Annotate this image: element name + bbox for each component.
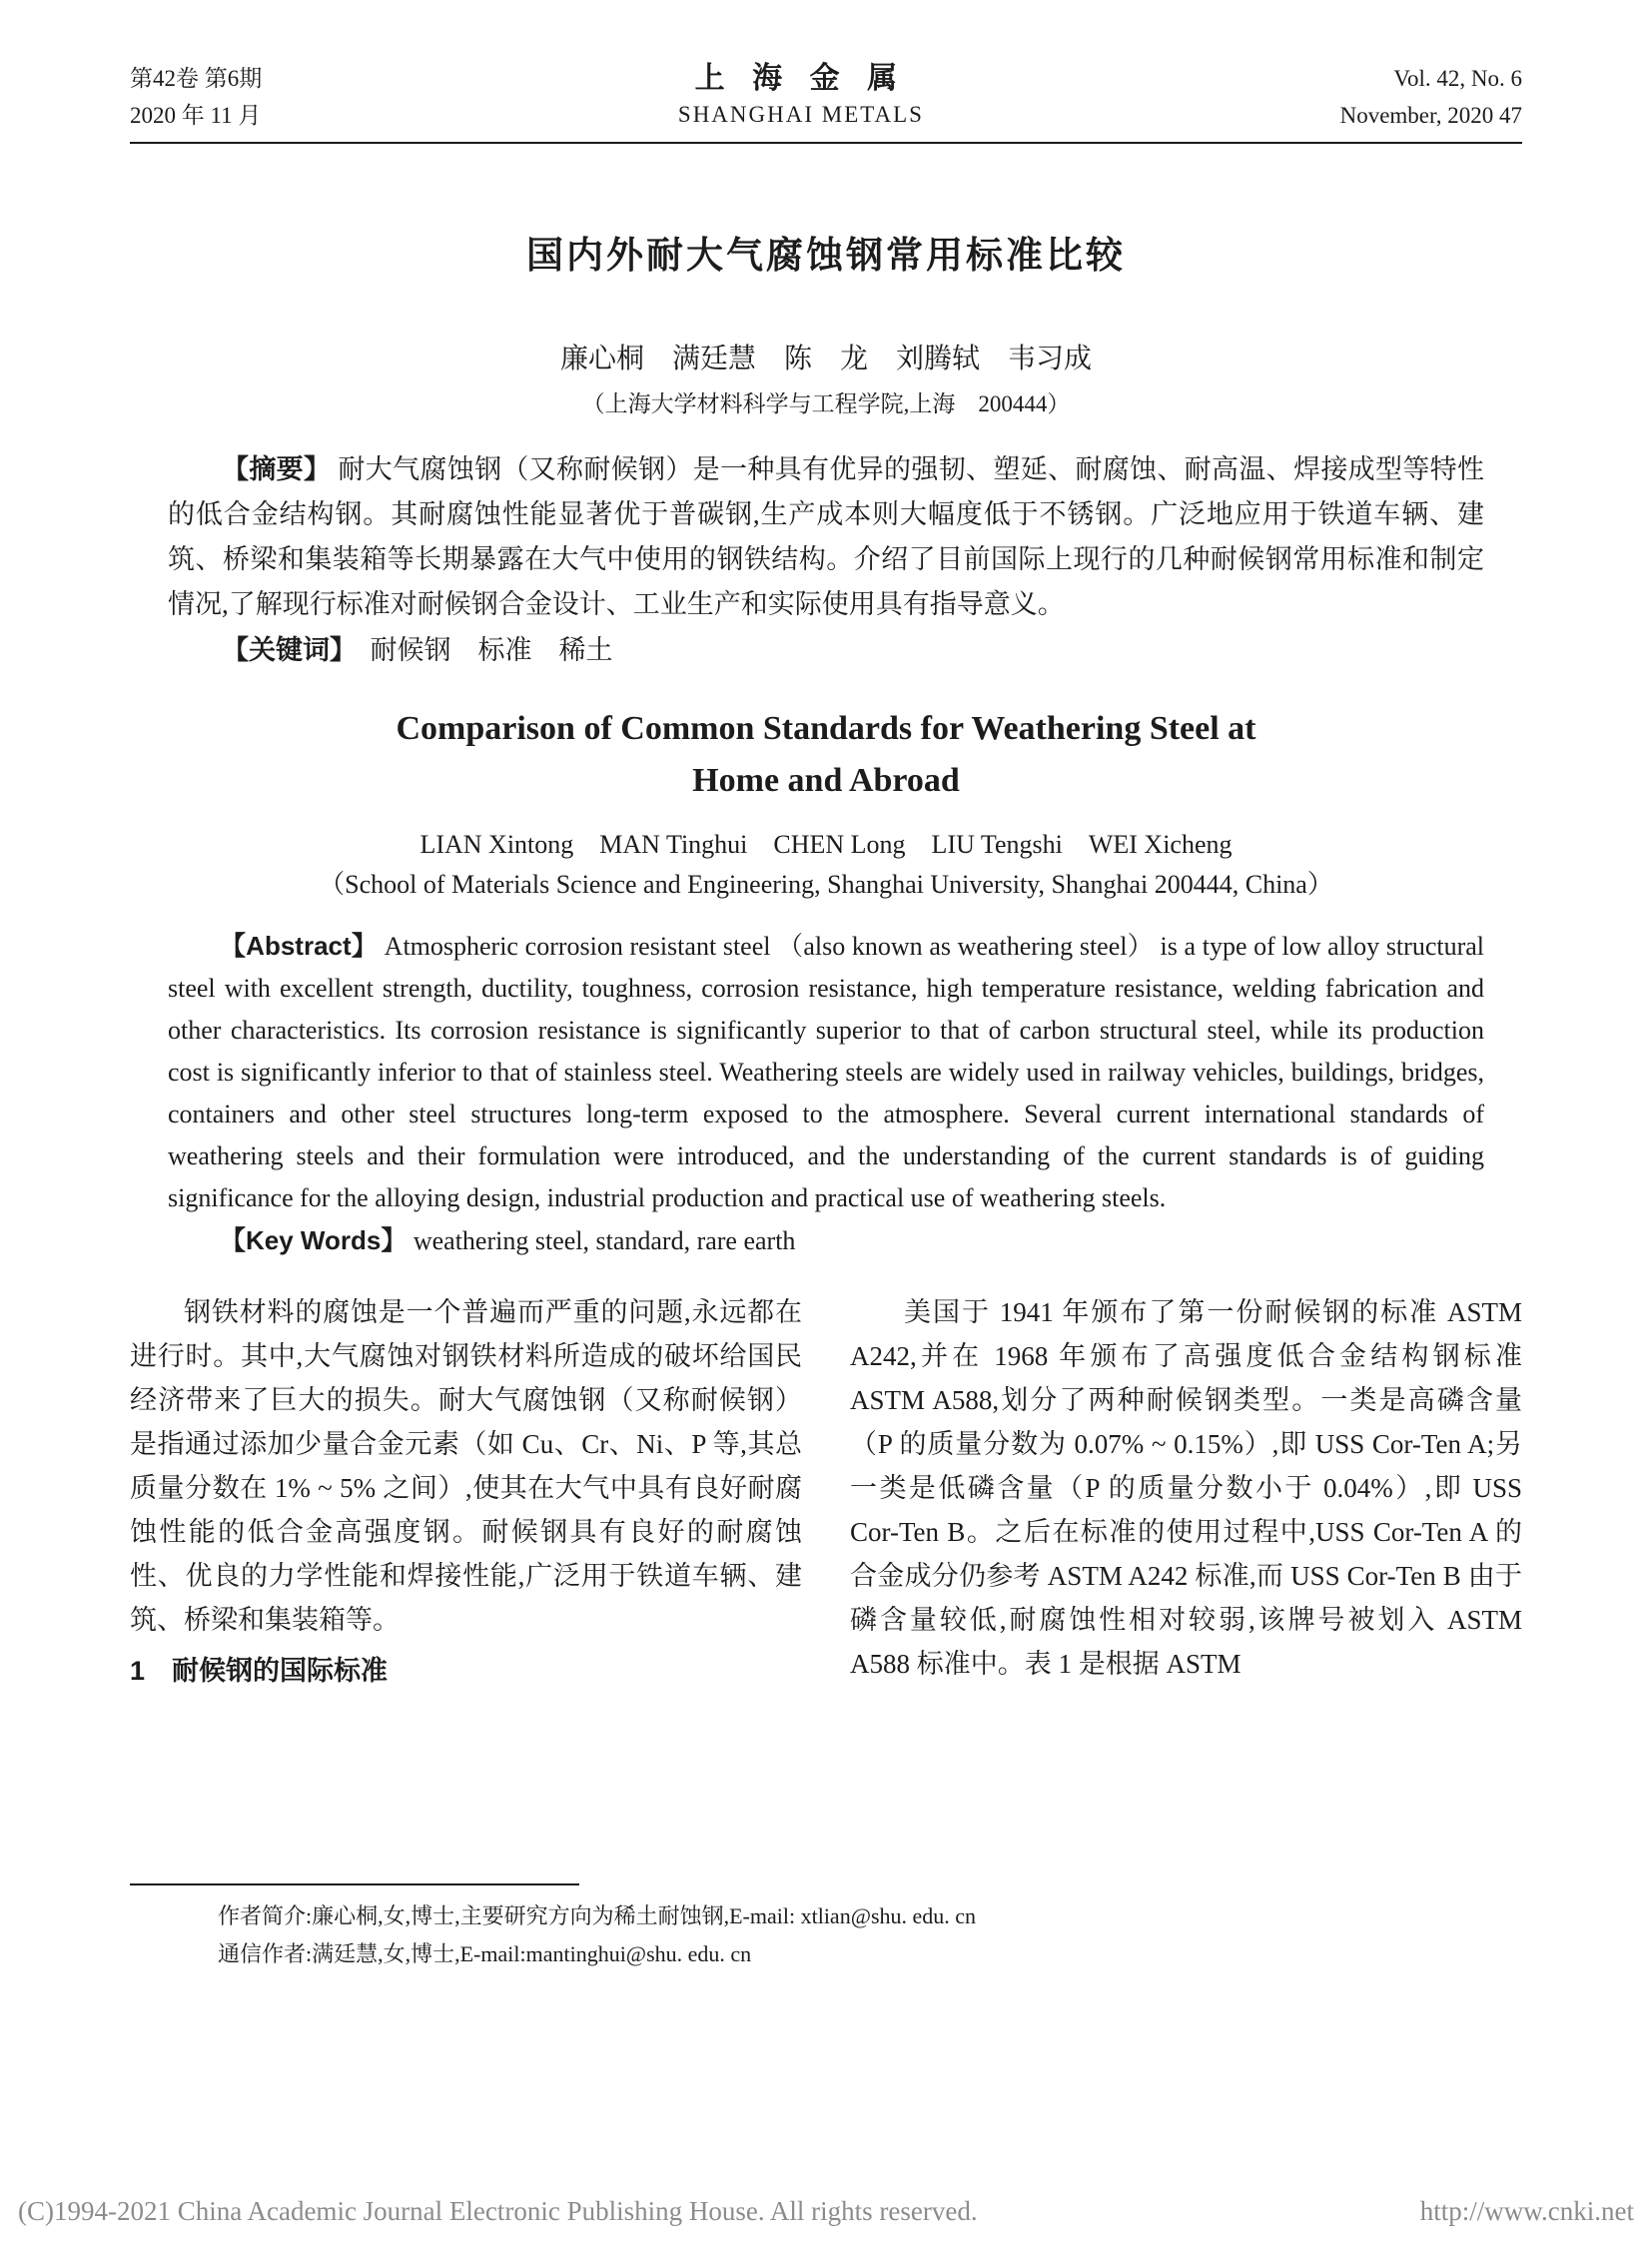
footnote-section xyxy=(130,1883,1522,1973)
article-title-en xyxy=(130,703,1522,807)
footnote-divider xyxy=(130,1883,579,1885)
affiliation-cn: （上海大学材料科学与工程学院,上海 200444） xyxy=(581,391,1071,416)
month-page-line: November, 2020 47 xyxy=(1339,103,1522,128)
header-vol-en-block xyxy=(1340,60,1522,134)
body-right-paragraph: 美国于 1941 年颁布了第一份耐候钢的标准 ASTM A242,并在 1968 年颁布了高强度低合金结构钢标准 ASTM A588,划分了两种耐候钢类型。一类是高磷含量（P 的质量分数为 0.07% ~ 0.15%）,即 USS Cor-Ten A;另一类是低磷含量（P 的质量分数小于 0.04%）,即 USS Cor-Ten B。之后在标准的使用过程中,USS Cor-Ten A 的合金成分仍参考 ASTM A242 标准,而 USS Cor-Ten B 由于磷含量较低,耐腐蚀性相对较弱,该牌号被划入 ASTM A588 标准中。表 1 是根据 ASTM xyxy=(850,1297,1522,1679)
abstract-cn-paragraph xyxy=(168,447,1484,627)
keywords-en-label: 【Key Words】 xyxy=(220,1225,408,1255)
authors-cn: 廉心桐 满廷慧 陈 龙 刘腾轼 韦习成 xyxy=(559,344,1092,374)
issue-date-line: 2020 年 11 月 xyxy=(130,103,262,128)
authors-en: LIAN Xintong MAN Tinghui CHEN Long LIU Tengshi WEI Xicheng xyxy=(419,830,1233,859)
journal-name-block xyxy=(678,60,924,132)
footnote-corresponding-author: 通信作者:满廷慧,女,博士,E-mail:mantinghui@shu. edu. cn xyxy=(218,1941,752,1966)
abstract-en-label: 【Abstract】 xyxy=(220,931,378,961)
keywords-en-paragraph xyxy=(168,1219,1484,1262)
keywords-cn-label: 【关键词】 xyxy=(222,635,344,665)
section-1-heading: 1 耐候钢的国际标准 xyxy=(130,1656,389,1686)
body-columns xyxy=(130,1290,1522,1694)
abstract-en-paragraph xyxy=(168,925,1484,1219)
header-volume-issue xyxy=(130,60,262,134)
keywords-en-block xyxy=(168,1219,1484,1262)
journal-header xyxy=(130,60,1522,134)
body-column-left xyxy=(130,1290,802,1694)
journal-name-en: SHANGHAI METALS xyxy=(677,102,924,127)
affiliation-en: （School of Materials Science and Engineering, Shanghai University, Shanghai 200444, China） xyxy=(319,870,1333,899)
abstract-en-text: Atmospheric corrosion resistant steel （also known as weathering steel） is a type of low alloy structural steel with excellent strength, ductility, toughness, corrosion resistance, high temperature resistance, welding fabrication and other characteristics. Its corrosion resistance is significantly superior to that of carbon structural steel, while its production cost is significantly inferior to that of stainless steel. Weathering steels are widely used in railway vehicles, buildings, bridges, containers and other steel structures long-term exposed to the atmosphere. Several current international standards of weathering steels and their formulation were introduced, and the understanding of the current standards is of guiding significance for the alloying design, industrial production and practical use of weathering steels. xyxy=(168,932,1484,1212)
article-title-en-line1: Comparison of Common Standards for Weathering Steel at xyxy=(396,710,1256,747)
vol-no-line: Vol. 42, No. 6 xyxy=(1393,66,1522,91)
body-column-right xyxy=(850,1290,1522,1694)
article-title-cn: 国内外耐大气腐蚀钢常用标准比较 xyxy=(526,236,1126,277)
abstract-en-block xyxy=(168,925,1484,1219)
header-divider xyxy=(130,142,1522,144)
keywords-en-text: weathering steel, standard, rare earth xyxy=(407,1226,796,1255)
abstract-cn-block xyxy=(168,447,1484,627)
copyright-bar xyxy=(18,2196,1634,2227)
body-left-paragraph: 钢铁材料的腐蚀是一个普遍而严重的问题,永远都在进行时。其中,大气腐蚀对钢铁材料所造成的破坏给国民经济带来了巨大的损失。耐大气腐蚀钢（又称耐候钢）是指通过添加少量合金元素（如 Cu、Cr、Ni、P 等,其总质量分数在 1% ~ 5% 之间）,使其在大气中具有良好耐腐蚀性能的低合金高强度钢。耐候钢具有良好的耐腐蚀性、优良的力学性能和焊接性能,广泛用于铁道车辆、建筑、桥梁和集装箱等。 xyxy=(130,1297,802,1635)
abstract-cn-label: 【摘要】 xyxy=(222,454,332,484)
keywords-cn-block xyxy=(168,627,1484,673)
footnote-author-bio: 作者简介:廉心桐,女,博士,主要研究方向为稀土耐蚀钢,E-mail: xtlian@shu. edu. cn xyxy=(218,1903,977,1928)
volume-issue-line: 第42卷 第6期 xyxy=(130,66,263,91)
article-title-en-line2: Home and Abroad xyxy=(692,762,960,799)
copyright-url: http://www.cnki.net xyxy=(1419,2196,1634,2226)
copyright-text: (C)1994-2021 China Academic Journal Electronic Publishing House. All rights reserved. xyxy=(18,2196,978,2226)
keywords-cn-text: 耐候钢 标准 稀土 xyxy=(343,635,613,665)
keywords-cn-paragraph xyxy=(168,627,1484,673)
journal-name-cn: 上 海 金 属 xyxy=(694,62,908,95)
abstract-cn-text: 耐大气腐蚀钢（又称耐候钢）是一种具有优异的强韧、塑延、耐腐蚀、耐高温、焊接成型等特性的低合金结构钢。其耐腐蚀性能显著优于普碳钢,生产成本则大幅度低于不锈钢。广泛地应用于铁道车辆、建筑、桥梁和集装箱等长期暴露在大气中使用的钢铁结构。介绍了目前国际上现行的几种耐候钢常用标准和制定情况,了解现行标准对耐候钢合金设计、工业生产和实际使用具有指导意义。 xyxy=(168,454,1485,619)
